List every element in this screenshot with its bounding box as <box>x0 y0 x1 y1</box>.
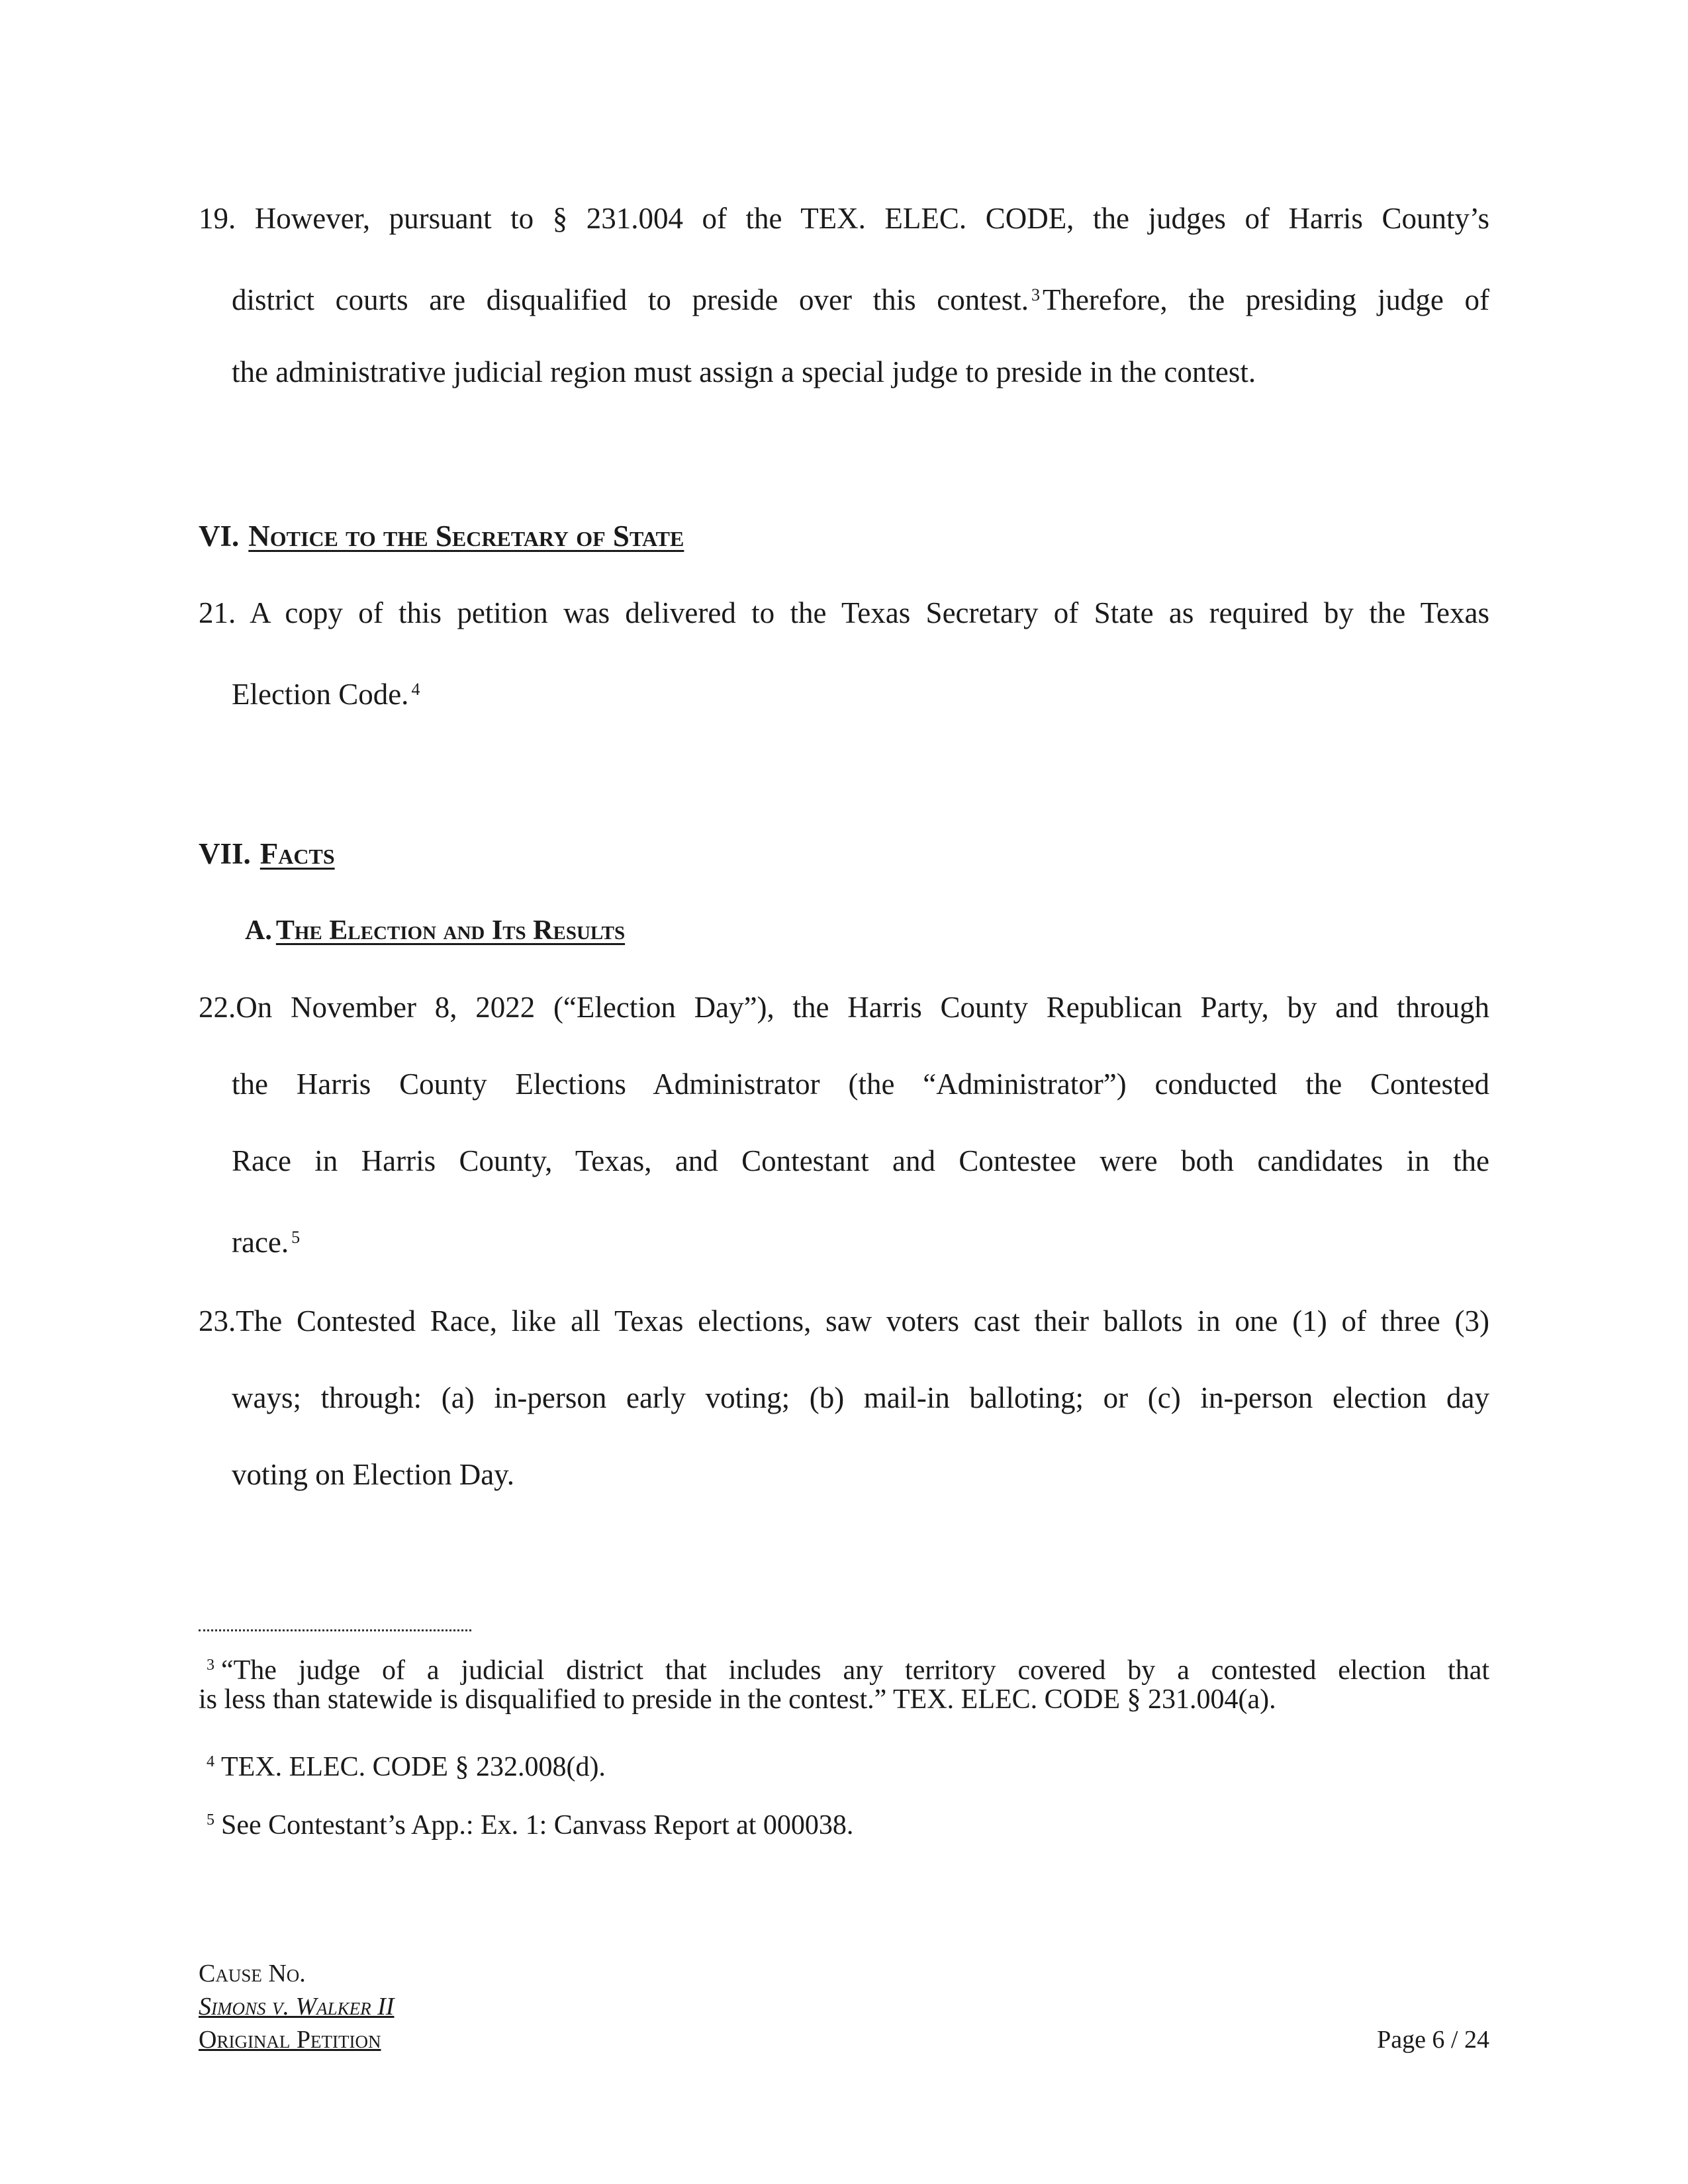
para-19-line-1: 19. However, pursuant to § 231.004 of the TEX. ELEC. CODE, the judges of Harris County’s <box>199 202 1489 235</box>
section-number: VII. <box>199 837 251 870</box>
footnote-separator <box>199 1629 471 1631</box>
para-21-line-2-text: Election Code. <box>232 678 409 711</box>
footnote-ref-5[interactable]: 5 <box>291 1228 301 1247</box>
subsection-heading-a <box>245 911 625 950</box>
footnote-4-marker: 4 <box>207 1753 214 1770</box>
section-heading-vi <box>199 516 684 556</box>
footnote-5 <box>199 1803 1489 1843</box>
footnote-5-text: See Contestant’s App.: Ex. 1: Canvass Report at 000038. <box>221 1810 854 1841</box>
para-23-line-1: 23.The Contested Race, like all Texas elections, saw voters cast their ballots in one (1) of three (3) <box>199 1304 1489 1338</box>
footnote-4 <box>199 1745 1489 1784</box>
footnote-ref-4[interactable]: 4 <box>411 680 420 699</box>
para-23-line-3: voting on Election Day. <box>232 1458 514 1491</box>
footer-document-title: Original Petition <box>199 2026 381 2054</box>
para-22-line-4-text: race. <box>232 1226 289 1259</box>
footer-cause-number: Cause No. <box>199 1960 306 1987</box>
footnote-3-marker: 3 <box>207 1657 214 1674</box>
footnote-5-marker: 5 <box>207 1811 214 1829</box>
footnote-4-text: TEX. ELEC. CODE § 232.008(d). <box>221 1752 606 1782</box>
para-19-line-2-text-a: district courts are disqualified to preside over this contest. <box>232 283 1029 316</box>
para-22-line-1: 22.On November 8, 2022 (“Election Day”), the Harris County Republican Party, by and through <box>199 991 1489 1024</box>
subsection-title: The Election and Its Results <box>275 915 626 946</box>
para-22-line-4 <box>232 1218 1489 1262</box>
para-23-line-2: ways; through: (a) in-person early voting; (b) mail-in balloting; or (c) in-person election day <box>232 1381 1489 1414</box>
section-number: VI. <box>199 520 240 553</box>
footer-case-name: Simons v. Walker II <box>199 1993 395 2021</box>
footnote-ref-3[interactable]: 3 <box>1031 285 1040 304</box>
section-heading-vii <box>199 834 335 874</box>
para-22-line-3: Race in Harris County, Texas, and Contestant and Contestee were both candidates in the <box>232 1144 1489 1177</box>
section-title: Notice to the Secretary of State <box>248 520 684 553</box>
footnote-3-line-2: is less than statewide is disqualified to preside in the contest.” TEX. ELEC. CODE § 231.004(a). <box>199 1684 1276 1715</box>
section-title: Facts <box>259 837 335 870</box>
footnote-3-line-1 <box>199 1648 1489 1688</box>
footnote-3-text-1: “The judge of a judicial district that includes any territory covered by a contested election that <box>221 1655 1489 1686</box>
subsection-letter: A. <box>245 915 272 946</box>
para-22-line-2: the Harris County Elections Administrator (the “Administrator”) conducted the Contested <box>232 1068 1489 1101</box>
para-19-line-2 <box>232 275 1489 320</box>
para-19-line-3: the administrative judicial region must assign a special judge to preside in the contest. <box>232 355 1256 388</box>
para-21-line-1: 21. A copy of this petition was delivered to the Texas Secretary of State as required by the Texas <box>199 596 1489 629</box>
para-21-line-2 <box>232 670 1489 714</box>
page-number: Page 6 / 24 <box>1377 2026 1489 2054</box>
para-19-line-2-text-b: Therefore, the presiding judge of <box>1042 283 1489 316</box>
